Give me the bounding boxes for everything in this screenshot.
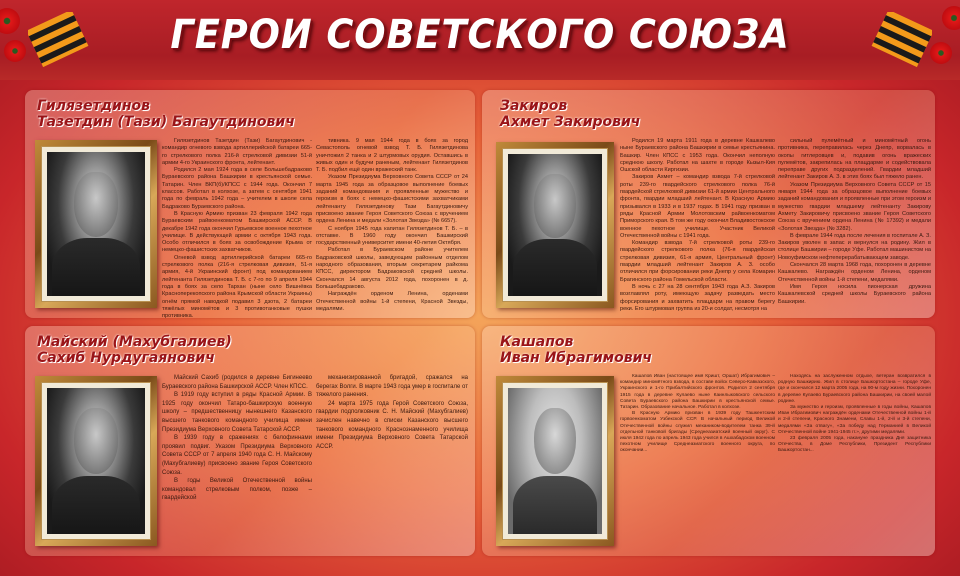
biography-paragraph: В Красную Армию призван 23 февраля 1942 года Бураевским райвоенкоматом Башкирской АССР. В декабре 1942 года окончил Гурьевское военное пехотное училище. В действующей армии с октября 1943 года. Особо отличился в боях за освобождение Крыма от немецко-фашистских захватчиков. [162,210,312,254]
biography-paragraph: тивника. 9 мая 1944 года в боях за город Севастополь огневой взвод Т. Б. Гилязетдинова уничтожил 2 танка и 2 штурмовых орудия. Оставшись в живых один и будучи раненым, лейтенант Гилязетдинов Т. Б. подбил ещё один вражеский танк. [316,138,468,174]
biography-paragraph: Имя Героя носила пионерская дружина Кашкалевской средней школы Бураевского района Башкирии. [778,283,931,305]
hero-panel [25,90,475,318]
biography-paragraph: Родился 2 мая 1924 года в селе Большебадраково Бураевского района Башкирии в крестьянской семье. Татарин. Член ВКП(б)/КПСС с 1944 года. Окончил 7 классов. Работал в колхозе, а затем с сентября 1941 года по февраль 1942 года – учителем в школе села Бадраково Бураевского района. [162,167,312,210]
biography-paragraph: За мужество и героизм, проявленные в годы войны, Кашапов Иван Ибрагимович награждён орденами Отечественной войны 1-й и 2-й степени, Красного Знамени, Славы 1-й, 2-й и 3-й степени, медалями «За отвагу», «За победу над Германией в Великой Отечественной войне 1941-1945 гг.», другими медалями. [778,405,931,435]
biography-paragraph: В Красную Армию призван в 1939 году Ташкентским горвоенкоматом Узбекской ССР. В начальный период Великой Отечественной войны служил механиком-водителем танка 39-й отдельной танковой бригады (Среднеазиатский военный округ). С июля 1942 года по апрель 1943 года учился в Ашхабадском военном пехотном училище Среднеазиатского военного округа, по окончании... [620,411,775,454]
biography-paragraph: В годы Великой Отечественной войны командовал стрелковым полком, позже – гвардейской [162,478,312,502]
biography-paragraph: Командир взвода 7-й стрелковой роты 239-го гвардейского стрелкового полка (76-я гвардейская стрелковая дивизия, 61-я армия, Центральный фронт) гвардии младший лейтенант Закиров А. З. особо отличился при форсировании реки Днепр у села Комарин Брагинского района Гомельской области. [620,240,775,283]
biography-column [620,374,775,455]
biography-paragraph: Работал в Бураевском районе учителем Бадраковской школы, заведующим районным отделом народного образования, вторым секретарем райкома КПСС, директором Бадраковской средней школы. Скончался 14 августа 2012 года, похоронен в д. Большебадраково. [316,247,468,290]
biography-paragraph: Родился 19 марта 1911 года в деревне Кашкалево ныне Бураевского района Башкирии в семье крестьянина. Башкир. Член КПСС с 1953 года. Окончил неполную среднюю школу. Работал на шахте в городе Кызыл-Кия Ошской области Киргизии. [620,138,775,174]
carnation-icon [0,8,20,34]
hero-name: Закиров Ахмет Закирович [500,98,641,130]
biography-column [778,138,931,306]
biography-paragraph: С ноября 1945 года капитан Гилязетдинов Т. Б. – в отставке. В 1960 году окончил Башкирский государственный университет имени 40-летия Октября. [316,225,468,247]
biography-paragraph: В феврале 1944 года после лечения в госпитале А. З. Закиров уволен в запас и вернулся на родину. Жил в столице Башкирии – городе Уфе. Работал машинистом на Новоуфимском нефтеперерабатывающем заводе. [778,232,931,261]
biography-paragraph: В 1939 году в сражениях с белофиннами проявил подвиг. Указом Президиума Верховного Совета СССР от 7 апреля 1940 года С. Н. Майскому (Махубгалиеву) присвоено звание Героя Советского Союза. [162,435,312,476]
hero-portrait [35,140,157,308]
biography-paragraph: Кашапов Иван (настоящее имя Кришт, Оршат) Ибрагимович – командир миномётного взвода, в составе войск Северо-Кавказского, Украинского и 1-го Прибалтийского фронтов. Родился 2 сентября 1915 года в деревне Кулаево ныне Каинлыковского сельского Совета Бураевского района Башкирии в крестьянской семье. Татарин. Образование начальное. Работал в колхозе. [620,374,775,411]
carnation-icon [4,40,26,62]
biography-column [778,374,931,455]
page-title: ГЕРОИ СОВЕТСКОГО СОЮЗА [170,12,790,58]
hero-portrait [35,376,157,546]
biography-paragraph: сильный пулемётный и миномётный огонь противника, переправилась через Днепр, ворвалась в окопы гитлеровцев и, подавив огонь вражеских пулемётов, закрепилась на плацдарме и содействовала переправе других подразделений. Гвардии младший лейтенант Закиров А. З. в этих боях был тяжело ранен. [778,138,931,181]
biography-paragraph: В 1919 году вступил в ряды Красной Армии. В 1925 году окончил Татаро-башкирскую военную школу – предшественницу нынешнего Казанского высшего танкового командного училища имени Президиума Верховного Совета Татарской АССР. [162,392,312,433]
biography-paragraph: 23 февраля 2005 года, накануне праздника Дня защитника Отечества, в Доме Республики, Президент Республики Башкортостан... [778,436,931,454]
hero-panel [25,326,475,556]
hero-panel [482,326,935,556]
biography-paragraph: Скончался 28 марта 1968 года, похоронен в деревне Кашкалево. Награждён орденом Ленина, орденом Отечественной войны 1-й степени, медалями. [778,262,931,283]
biography-column [162,374,312,503]
biography-paragraph: Огневой взвод артиллерийской батареи 665-го стрелкового полка (216-я стрелковая дивизия, 51-я армия, 4-й Украинский фронт) под командованием лейтенанта Гилязетдинова Т. Б. с 7-го по 9 апреля 1944 года в боях за село Тархан (ныне село Вишнёвка Красноперекопского района Крымской области Украины) огнём прямой наводкой подавил 3 дзота, 2 батареи тяжёлых миномётов и 3 противотанковые пушки противника. [162,254,312,320]
carnation-icon [942,6,960,30]
hero-portrait [496,376,614,546]
biography-paragraph: Находясь на заслуженном отдыхе, ветеран возвратился в родную Башкирию. Жил в столице Башкортостана – городе Уфе, где и скончался 12 марта 2005 года, на 90-м году жизни. Похоронен в деревне Кулаево Бураевского района Башкирии, на своей малой родине. [778,374,931,404]
biography-paragraph: Гилязетдинов Тазетдин (Тази) Багаутдинович - командир огневого взвода артиллерийской батареи 665-го стрелкового полка 216-й стрелковой дивизии 51-й армии 4-го Украинского фронта, лейтенант. [162,138,312,166]
hero-portrait [496,142,614,308]
title-banner [0,0,960,80]
biography-column [316,374,468,451]
biography-paragraph: Указом Президиума Верховного Совета СССР от 15 января 1944 года за образцовое выполнение боевых заданий командования и проявленные при этом героизм и мужество гвардии младшему лейтенанту Закирову Ахмету Закировичу присвоено звание Героя Советского Союза с вручением ордена Ленина (№ 17392) и медали «Золотая Звезда» (№ 3282). [778,181,931,232]
biography-paragraph: В ночь с 27 на 28 сентября 1943 года А.З. Закиров возглавлял роту, имеющую задачу разведать место форсирования и захватить плацдарм на правом берегу реки. Его штурмовая группа из 20-и солдат, несмотря на [620,283,775,312]
carnation-icon [930,42,952,64]
biography-column [620,138,775,313]
hero-name: Гилязетдинов Тазетдин (Тази) Багаутдинович [37,98,295,130]
biography-paragraph: Закиров Ахмет – командир взвода 7-й стрелковой роты 239-го гвардейского стрелкового полка 76-й гвардейской стрелковой дивизии 61-й армии Центрального фронта, гвардии младший лейтенант. В Красную Армию призывался в 1933 и в 1937 годах. В 1941 году призван в ряды Красной Армии Молотовским райвоенкоматом Приморского края. В том же году окончил Владивостокское военное пехотное училище. Участник Великой Отечественной войны с 1941 года. [620,174,775,239]
hero-name: Майский (Махубгалиев) Сахиб Нурдугаянович [37,334,232,366]
biography-paragraph: Майский Сахиб (родился в деревне Бигинеево Бураевского района Башкирской АССР. Член КПСС. [162,375,312,390]
biography-paragraph: Указом Президиума Верховного Совета СССР от 24 марта 1945 года за образцовое выполнение боевых заданий командования и проявленные мужество и героизм в боях с немецко-фашистскими захватчиками лейтенанту Гилязетдинову Тази Багаутдиновичу присвоено звание Героя Советского Союза с вручением ордена Ленина и медали «Золотая Звезда» (№ 6657). [316,174,468,225]
biography-paragraph: Награждён орденом Ленина, орденами Отечественной войны 1-й степени, Красной Звезды, медалями. [316,291,468,312]
biography-column [316,138,468,313]
biography-column [162,138,312,320]
biography-paragraph: 24 марта 1975 года Герой Советского Союза, гвардии подполковник С. Н. Майский (Махубгалиев) зачислен навечно в списки Казанского высшего танкового командного Краснознаменного училища имени Президиума Верховного Совета Татарской АССР. [316,400,468,450]
hero-name: Кашапов Иван Ибрагимович [500,334,652,366]
hero-panel [482,90,935,318]
biography-paragraph: механизированной бригадой, сражался на берегах Волги. В марте 1943 года умер в госпитале от тяжелого ранения. [316,375,468,399]
